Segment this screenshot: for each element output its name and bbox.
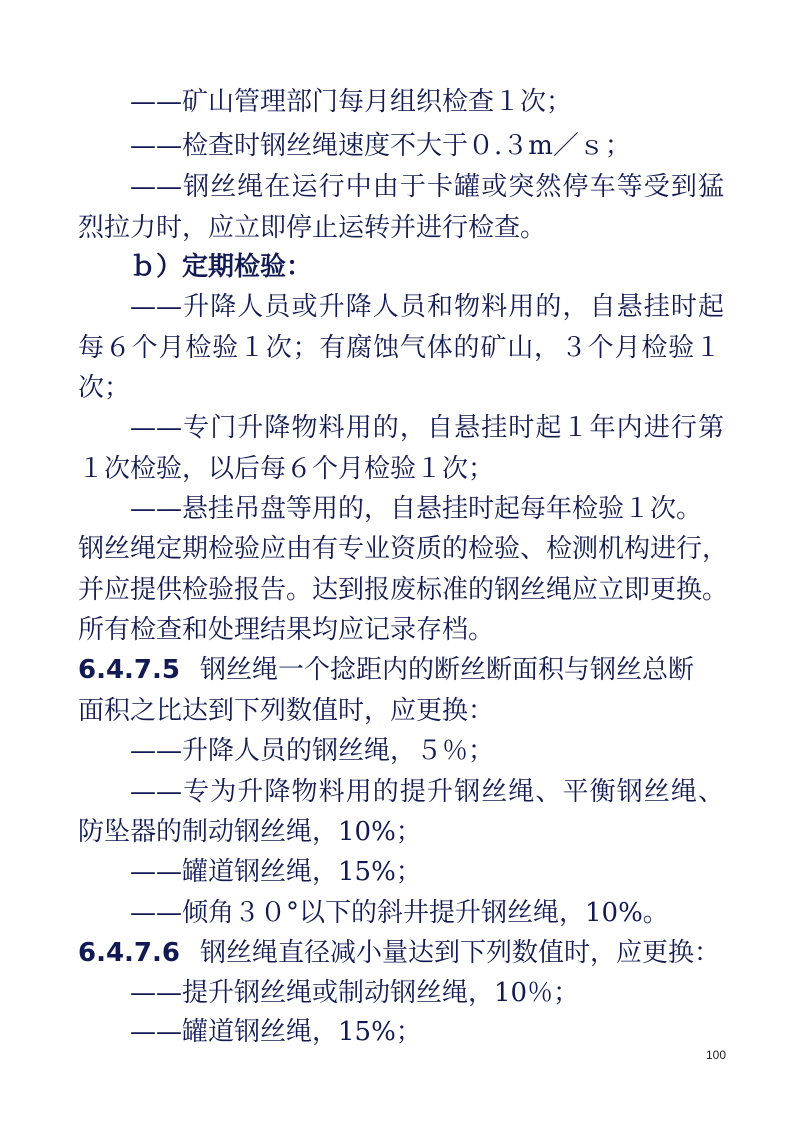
text-line: ——倾角３０°以下的斜井提升钢丝绳，10%。	[130, 898, 669, 928]
clause-line	[78, 935, 720, 971]
text-line: ——悬挂吊盘等用的，自悬挂时起每年检验１次。	[130, 494, 703, 524]
text-line: 烈拉力时，应立即停止运转并进行检查。	[78, 213, 547, 243]
text-line: ——升降人员或升降人员和物料用的，自悬挂时起	[130, 292, 724, 322]
text-line: ——专为升降物料用的提升钢丝绳、平衡钢丝绳、	[130, 777, 724, 807]
text-line: 并应提供检验报告。达到报废标准的钢丝绳应立即更换。	[78, 575, 729, 605]
clause-text: 钢丝绳直径减小量达到下列数值时，应更换：	[200, 938, 721, 968]
text-line: ——专门升降物料用的，自悬挂时起１年内进行第	[130, 413, 724, 443]
text-line: ——罐道钢丝绳，15%；	[130, 1017, 422, 1047]
text-line: 防坠器的制动钢丝绳，10%；	[78, 817, 422, 847]
text-line: 面积之比达到下列数值时，应更换：	[78, 696, 495, 726]
text-line: 钢丝绳定期检验应由有专业资质的检验、检测机构进行，	[78, 534, 729, 564]
clause-line	[78, 652, 694, 688]
section-number: 6.4.7.6	[78, 938, 180, 968]
text-line: ——提升钢丝绳或制动钢丝绳，10％；	[130, 978, 580, 1008]
text-line: 次；	[78, 373, 131, 403]
text-line: ——矿山管理部门每月组织检查１次；	[130, 87, 573, 117]
clause-text: 钢丝绳一个捻距内的断丝断面积与钢丝总断	[200, 655, 695, 685]
text-line: 每６个月检验１次；有腐蚀气体的矿山，３个月检验１	[78, 333, 721, 363]
text-line: １次检验，以后每６个月检验１次；	[78, 454, 495, 484]
subheading: ｂ）定期检验：	[130, 252, 313, 282]
text-line: ——升降人员的钢丝绳，５％；	[130, 736, 495, 766]
text-line: ——检查时钢丝绳速度不大于０.３m／ｓ；	[130, 131, 631, 161]
section-number: 6.4.7.5	[78, 655, 180, 685]
text-line: 所有检查和处理结果均应记录存档。	[78, 615, 495, 645]
page-number: 100	[706, 1048, 727, 1062]
text-line: ——钢丝绳在运行中由于卡罐或突然停车等受到猛	[130, 172, 724, 202]
text-line: ——罐道钢丝绳，15%；	[130, 857, 422, 887]
